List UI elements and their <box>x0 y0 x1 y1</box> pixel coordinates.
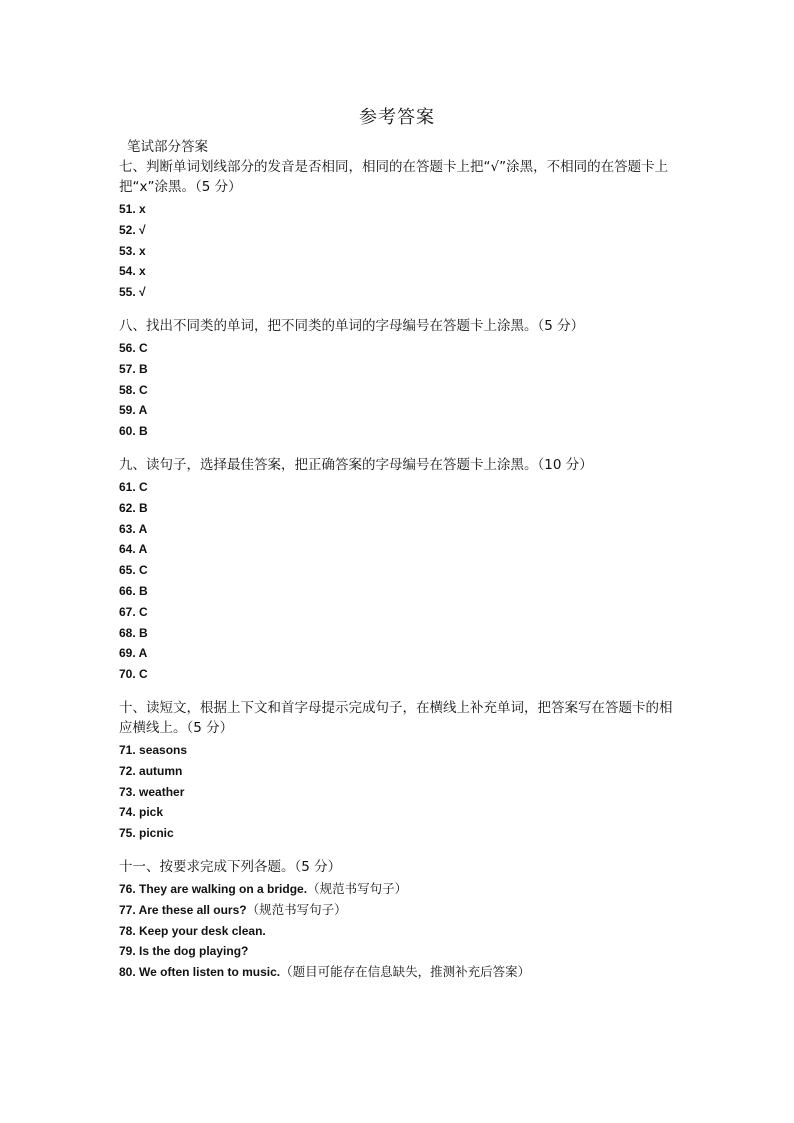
answer-item <box>119 643 679 664</box>
answer-text: 75. picnic <box>119 826 174 841</box>
answer-text: 61. C <box>119 479 148 494</box>
answer-text: 57. B <box>119 361 148 376</box>
answer-text: 69. A <box>119 646 148 661</box>
answer-item <box>119 400 679 421</box>
page-title: 参考答案 <box>359 107 435 128</box>
answer-text: 66. B <box>119 583 148 598</box>
section-heading: 十一、按要求完成下列各题。（5 分） <box>119 858 342 875</box>
section-heading: 十、读短文，根据上下文和首字母提示完成句子，在横线上补充单词，把答案写在答题卡的相应横线上。（5 分） <box>119 699 673 736</box>
answer-item <box>119 823 679 844</box>
question-section <box>119 857 679 983</box>
answer-item <box>119 498 679 519</box>
answer-list <box>119 338 679 442</box>
answer-text: 52. √ <box>119 222 146 237</box>
section-heading: 八、找出不同类的单词，把不同类的单词的字母编号在答题卡上涂黑。（5 分） <box>119 317 585 334</box>
answer-text: 67. C <box>119 604 148 619</box>
answer-text: 74. pick <box>119 805 164 820</box>
answer-text: 78. Keep your desk clean. <box>119 923 266 938</box>
answer-text: 72. autumn <box>119 763 183 778</box>
answer-text: 59. A <box>119 403 148 418</box>
answer-item <box>119 241 679 262</box>
sections-container <box>119 157 679 983</box>
answer-item <box>119 602 679 623</box>
answer-item <box>119 519 679 540</box>
answer-item <box>119 421 679 442</box>
answer-note: （题目可能存在信息缺失，推测补充后答案） <box>280 964 531 980</box>
section-heading: 九、读句子，选择最佳答案，把正确答案的字母编号在答题卡上涂黑。（10 分） <box>119 456 593 473</box>
answer-item <box>119 782 679 803</box>
answer-item <box>119 962 679 983</box>
answer-item <box>119 338 679 359</box>
answer-text: 73. weather <box>119 784 185 799</box>
question-section <box>119 316 679 442</box>
answer-list <box>119 477 679 685</box>
answer-item <box>119 359 679 380</box>
answer-item <box>119 879 679 900</box>
question-section <box>119 455 679 685</box>
answer-item <box>119 900 679 921</box>
answer-list <box>119 879 679 983</box>
answer-note: （规范书写句子） <box>246 901 347 917</box>
answer-text: 80. We often listen to music. <box>119 965 281 980</box>
answer-text: 51. x <box>119 202 146 216</box>
answer-text: 63. A <box>119 521 148 536</box>
answer-text: 65. C <box>119 563 148 578</box>
answer-text: 60. B <box>119 424 148 439</box>
question-section <box>119 698 679 844</box>
answer-list <box>119 199 679 303</box>
answer-text: 68. B <box>119 625 148 640</box>
section-heading: 七、判断单词划线部分的发音是否相同，相同的在答题卡上把“√”涂黑，不相同的在答题卡上把“x”涂黑。（5 分） <box>119 159 669 195</box>
answer-text: 54. x <box>119 264 146 279</box>
answer-item <box>119 560 679 581</box>
answer-item <box>119 761 679 782</box>
answer-item <box>119 740 679 761</box>
answer-text: 64. A <box>119 542 148 557</box>
answer-item <box>119 261 679 282</box>
answer-item <box>119 921 679 942</box>
answer-item <box>119 941 679 962</box>
answer-text: 56. C <box>119 340 148 355</box>
answer-text: 76. They are walking on a bridge. <box>119 881 308 896</box>
answer-text: 79. Is the dog playing? <box>119 944 249 959</box>
answer-text: 71. seasons <box>119 742 188 757</box>
answer-text: 58. C <box>119 382 148 397</box>
answer-text: 77. Are these all ours? <box>119 902 247 917</box>
written-part-subtitle: 笔试部分答案 <box>127 139 208 155</box>
answer-item <box>119 623 679 644</box>
answer-text: 70. C <box>119 667 148 682</box>
answer-item <box>119 539 679 560</box>
answer-item <box>119 664 679 685</box>
answer-list <box>119 740 679 844</box>
answer-content <box>119 137 679 996</box>
answer-item <box>119 282 679 303</box>
answer-item <box>119 477 679 498</box>
answer-item <box>119 802 679 823</box>
answer-item <box>119 199 679 220</box>
question-section <box>119 157 679 303</box>
answer-text: 53. x <box>119 243 146 258</box>
answer-item <box>119 220 679 241</box>
answer-text: 62. B <box>119 500 148 515</box>
answer-item <box>119 581 679 602</box>
answer-note: （规范书写句子） <box>307 880 408 896</box>
answer-text: 55. √ <box>119 285 146 300</box>
answer-item <box>119 380 679 401</box>
